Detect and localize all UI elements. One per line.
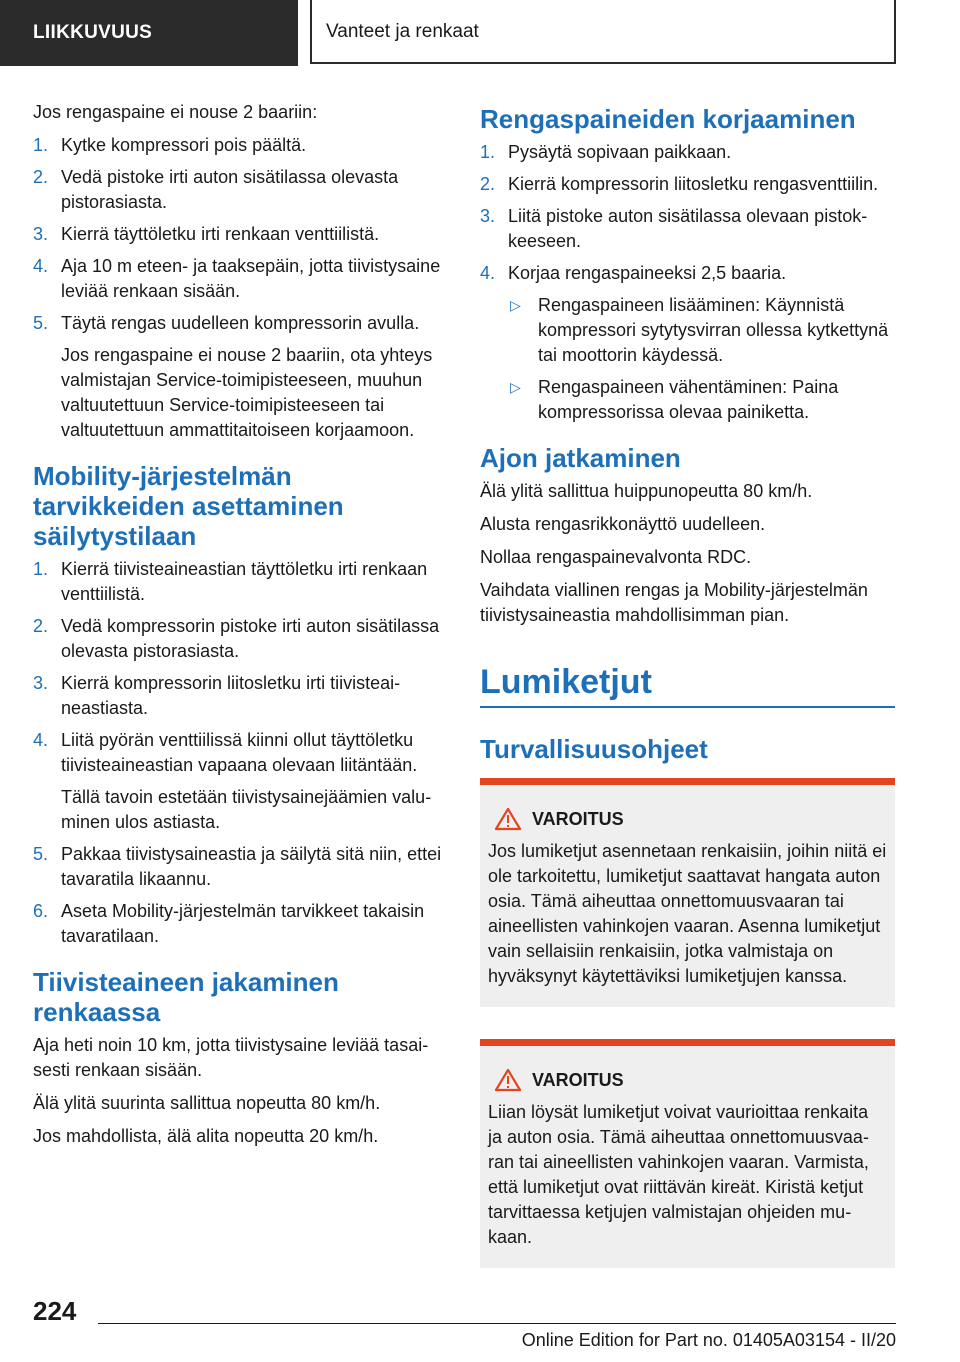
step-number: 6. — [33, 901, 49, 921]
section-tab: LIIKKUVUUS — [0, 0, 298, 66]
page-footer — [0, 1296, 960, 1362]
step-number: 3. — [33, 673, 49, 693]
step-text: Kierrä kompressorin liitosletku rengasventtiilin. — [508, 174, 879, 194]
warning-box — [480, 1039, 895, 1268]
steps-list-3 — [33, 842, 447, 949]
list-item — [33, 671, 447, 721]
paragraph: Älä ylitä suurinta sallittua nopeutta 80 km/h. — [33, 1093, 381, 1113]
step-number: 4. — [33, 256, 49, 276]
warning-triangle-icon — [494, 1068, 522, 1092]
list-item — [33, 728, 447, 778]
section-heading-spread: Tiivisteaineen jakaminen renkaassa — [33, 967, 339, 1027]
step-number: 1. — [33, 135, 49, 155]
chapter-title: Vanteet ja renkaat — [310, 0, 896, 64]
warning-title — [488, 807, 887, 831]
triangle-bullet-icon: ▷ — [510, 297, 521, 313]
warning-label: VAROITUS — [532, 809, 624, 829]
list-item — [480, 140, 895, 165]
right-column — [480, 100, 895, 1300]
step-number: 2. — [480, 174, 496, 194]
step-number: 1. — [480, 142, 496, 162]
page-number: 224 — [33, 1296, 77, 1326]
step-text: Kierrä kompressorin liitosletku irti tiivisteaineastiasta. — [61, 673, 401, 718]
list-item — [33, 842, 447, 892]
steps-list-1 — [33, 133, 447, 336]
step-number: 3. — [480, 206, 496, 226]
list-item — [33, 254, 447, 304]
list-item — [33, 614, 447, 664]
paragraph: Vaihdata viallinen rengas ja Mobility-järjestelmän tiivistysaineastia mahdollisimman pian. — [480, 580, 868, 625]
list-item — [33, 222, 447, 247]
step-text: Pysäytä sopivaan paikkaan. — [508, 142, 732, 162]
section-heading-storage: Mobility-järjestelmän tarvikkeiden asettaminen säilytystilaan — [33, 461, 344, 551]
section-heading-safety: Turvallisuusohjeet — [480, 734, 708, 764]
step-number: 2. — [33, 616, 49, 636]
step-number: 4. — [33, 730, 49, 750]
step-text: Kierrä tiivisteaineastian täyttöletku irti renkaan venttiilistä. — [61, 559, 428, 604]
step-number: 2. — [33, 167, 49, 187]
list-item — [508, 375, 895, 425]
bullet-list — [480, 293, 895, 425]
step-text: Kierrä täyttöletku irti renkaan venttiilistä. — [61, 224, 380, 244]
section-heading-correct: Rengaspaineiden korjaaminen — [480, 104, 856, 134]
list-item — [33, 311, 447, 336]
list-item — [33, 133, 447, 158]
paragraph: Jos mahdollista, älä alita nopeutta 20 km/h. — [33, 1126, 379, 1146]
list-item — [33, 899, 447, 949]
paragraph: Nollaa rengaspainevalvonta RDC. — [480, 547, 752, 567]
step-text: Liitä pistoke auton sisätilassa olevaan pistokkeeseen. — [508, 206, 868, 251]
step-number: 1. — [33, 559, 49, 579]
triangle-bullet-icon: ▷ — [510, 379, 521, 395]
step-text: Liitä pyörän venttiilissä kiinni ollut täyttöletku tiivisteaineastian vapaana olevaan liitäntään. — [61, 730, 418, 775]
section-heading-continue: Ajon jatkaminen — [480, 443, 681, 473]
step-text: Vedä pistoke irti auton sisätilassa olevasta pistorasiasta. — [61, 167, 399, 212]
footer-divider — [98, 1323, 896, 1324]
paragraph: Älä ylitä sallittua huippunopeutta 80 km/h. — [480, 481, 813, 501]
list-item — [480, 172, 895, 197]
step-text: Aseta Mobility-järjestelmän tarvikkeet takaisin tavaratilaan. — [61, 901, 425, 946]
warning-text: Jos lumiketjut asennetaan renkaisiin, joihin niitä ei ole tarkoitettu, lumiketjut saattavat hangata auton osia. Tämä aiheuttaa onnettomuusvaaran tai aineellisten vahinkojen vaaran. Asenna lumiketjut vain sellaisiin renkaisiin, jotka valmistaja on hyväksynyt käytettäviksi lumiketjujen kanssa. — [488, 841, 887, 986]
warning-title — [488, 1068, 887, 1092]
list-item — [508, 293, 895, 368]
edition-text: Online Edition for Part no. 01405A03154 - II/20 — [521, 1330, 896, 1350]
step-number: 3. — [33, 224, 49, 244]
warning-box — [480, 778, 895, 1007]
steps-list-2 — [33, 557, 447, 778]
warning-label: VAROITUS — [532, 1070, 624, 1090]
intro-text: Jos rengaspaine ei nouse 2 baariin: — [33, 102, 318, 122]
chapter-heading-chains: Lumiketjut — [480, 662, 895, 708]
step-text: Vedä kompressorin pistoke irti auton sisätilassa olevasta pistorasiasta. — [61, 616, 440, 661]
warning-text: Liian löysät lumiketjut voivat vaurioittaa renkaita ja auton osia. Tämä aiheuttaa onnettomuusvaaran tai aineellisten vahinkojen vaaran. Varmista, että lumiketjut ovat riittävän kireät. Kiristä ketjut tarvittaessa ketjujen valmistajan ohjeiden mukaan. — [488, 1102, 869, 1247]
step-number: 5. — [33, 313, 49, 333]
bullet-text: Rengaspaineen lisääminen: Käynnistä kompressori sytytysvirran ollessa kytkettynä tai moottorin käydessä. — [538, 295, 889, 365]
list-item — [33, 557, 447, 607]
step-number: 5. — [33, 844, 49, 864]
step-note: Tällä tavoin estetään tiivistysainejäämien valuminen ulos astiasta. — [61, 787, 432, 832]
steps-list-right — [480, 140, 895, 286]
step-text: Aja 10 m eteen- ja taaksepäin, jotta tiivistysaine leviää renkaan sisään. — [61, 256, 441, 301]
list-item — [33, 165, 447, 215]
list-item — [480, 204, 895, 254]
left-column — [33, 100, 447, 1157]
page-header — [0, 0, 960, 66]
step-text: Korjaa rengaspaineeksi 2,5 baaria. — [508, 263, 787, 283]
step-text: Pakkaa tiivistysaineastia ja säilytä sitä niin, ettei tavaratila likaannu. — [61, 844, 442, 889]
step-note: Jos rengaspaine ei nouse 2 baariin, ota yhteys valmistajan Service-toimipisteeseen, muuhun valtuutettuun Service-toimipisteeseen tai valtuutettuun ammattitaitoiseen korjaamoon. — [61, 345, 433, 440]
paragraph: Alusta rengasrikkonäyttö uudelleen. — [480, 514, 766, 534]
step-text: Täytä rengas uudelleen kompressorin avulla. — [61, 313, 420, 333]
step-number: 4. — [480, 263, 496, 283]
step-text: Kytke kompressori pois päältä. — [61, 135, 307, 155]
bullet-text: Rengaspaineen vähentäminen: Paina kompressorissa olevaa painiketta. — [538, 377, 839, 422]
list-item — [480, 261, 895, 286]
warning-triangle-icon — [494, 807, 522, 831]
paragraph: Aja heti noin 10 km, jotta tiivistysaine leviää tasaisesti renkaan sisään. — [33, 1035, 429, 1080]
